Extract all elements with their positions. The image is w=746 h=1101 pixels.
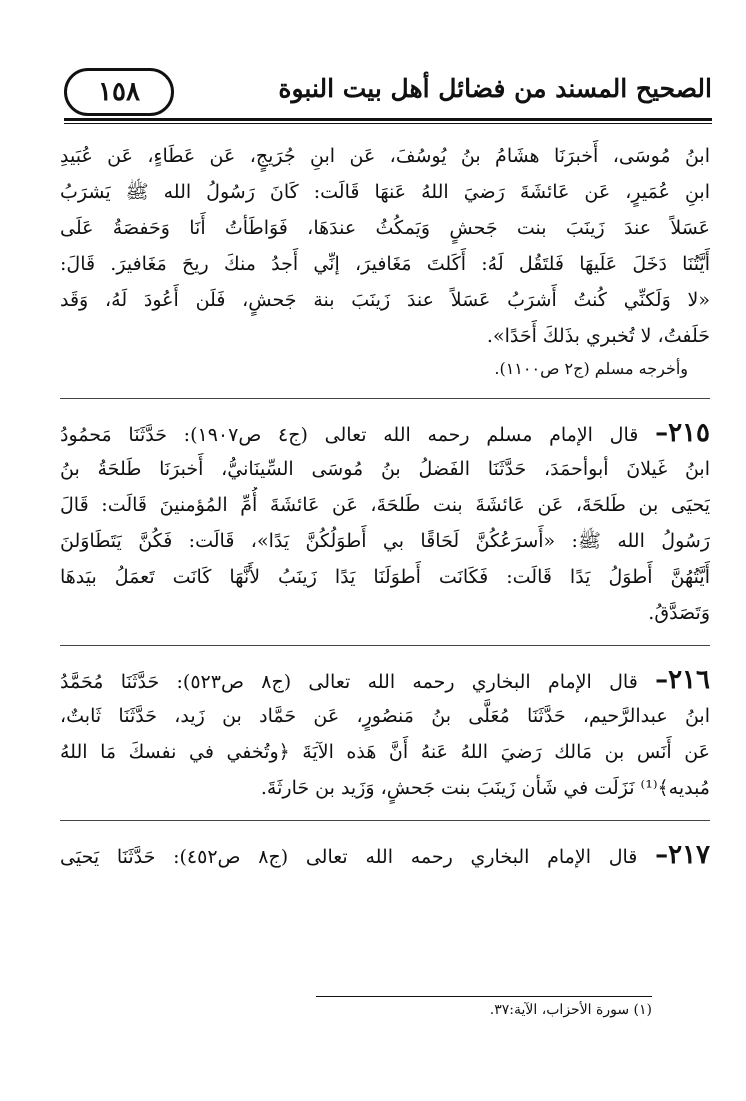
- hadith-number: ٢١٥–: [655, 418, 710, 448]
- hadith-continued: [60, 138, 710, 384]
- hadith-number: ٢١٦–: [655, 665, 710, 695]
- text-line: «لا وَلَكنِّي كُنتُ أَشرَبُ عَسَلاً عندَ زَينَبَ بنة جَحشٍ، فَلَن أَعُودَ لَهُ، وَقَد: [60, 289, 710, 311]
- hadith-first-line: [60, 415, 710, 451]
- text-line: عَسَلاً عندَ زَينَبَ بنت جَحشٍ وَيَمكُثُ عندَهَا، فَوَاطَأتُ أَنَا وَحَفصَةُ عَلَى: [60, 217, 710, 239]
- section-divider: [60, 398, 710, 399]
- text-line: قال الإمام البخاري رحمه الله تعالى (ج٨ ص٥٢٣): حَدَّثَنَا مُحَمَّدُ: [60, 671, 638, 693]
- text-line: رَسُولُ الله ﷺ: «أَسرَعُكُنَّ لَحَاقًا بي أَطوَلُكُنَّ يَدًا»، قَالَت: فَكُنَّ يَتَطَاوَلنَ: [60, 530, 710, 552]
- page-header: [64, 68, 712, 126]
- text-line: ابنُ مُوسَى، أَخبرَنَا هشَامُ بنُ يُوسُفَ، عَن ابنِ جُرَيجٍ، عَن عَطَاءٍ، عَن عُبَيدِ: [60, 145, 710, 167]
- page-number: ١٥٨: [64, 68, 174, 116]
- header-rule: [64, 118, 712, 121]
- text-line: ابنُ عبدالرَّحيم، حَدَّثَنَا مُعَلَّى بنُ مَنصُورٍ، عَن حَمَّاد بن زَيد، حَدَّثَنَا ثَابتٌ،: [60, 705, 710, 727]
- footnote-rule: [316, 996, 652, 997]
- hadith-first-line: [60, 837, 710, 873]
- section-divider: [60, 645, 710, 646]
- text-line: يَحيَى بن طَلحَةَ، عَن عَائشَةَ بنت طَلحَةَ، عَن عَائشَةَ أُمِّ المُؤمنينَ قَالَت: قَالَ: [60, 494, 710, 516]
- hadith-215: [60, 415, 710, 631]
- text-line: قال الإمام البخاري رحمه الله تعالى (ج٨ ص٤٥٢): حَدَّثَنَا يَحيَى: [60, 846, 638, 868]
- text-line: وَتَصَدَّقُ.: [648, 602, 710, 624]
- running-title: الصحيح المسند من فضائل أهل بيت النبوة: [278, 74, 712, 103]
- header-rule-thin: [64, 123, 712, 124]
- section-divider: [60, 820, 710, 821]
- hadith-216: [60, 662, 710, 806]
- page-body: [60, 138, 710, 873]
- text-line: عَن أَنَس بن مَالك رَضيَ اللهُ عَنهُ أَنَّ هَذه الآيَةَ ﴿وتُخفي في نفسكَ مَا اللهُ: [60, 741, 710, 763]
- source-citation: وأخرجه مسلم (ج٢ ص١١٠٠).: [494, 359, 688, 378]
- text-line: أَيَّتُنَا دَخَلَ عَلَيهَا فَلتَقُل لَهُ: أَكَلتَ مَغَافيرَ، إنِّي أَجدُ منكَ ريحَ مَغَافيرَ. قَالَ:: [60, 253, 710, 275]
- text-line: أَيَّتُهُنَّ أَطوَلُ يَدًا قَالَت: فَكَانَت أَطوَلَنَا يَدًا زَينَبُ لأَنَّهَا كَانَت تَعمَلُ بيَدهَا: [60, 566, 710, 588]
- text-line: حَلَفتُ، لا تُخبري بذَلكَ أَحَدًا».: [486, 325, 710, 347]
- footnote: (١) سورة الأحزاب، الآية:٣٧.: [489, 1002, 652, 1018]
- hadith-number: ٢١٧–: [655, 840, 710, 870]
- text-line: مُبديه﴾⁽¹⁾ نَزَلَت في شَأن زَينَبَ بنت جَحشٍ، وَزَيد بن حَارثَةَ.: [260, 777, 710, 799]
- text-line: قال الإمام مسلم رحمه الله تعالى (ج٤ ص١٩٠٧): حَدَّثَنَا مَحمُودُ: [60, 424, 639, 446]
- hadith-first-line: [60, 662, 710, 698]
- hadith-217: [60, 837, 710, 873]
- text-line: ابنُ غَيلانَ أبوأحمَدَ، حَدَّثَنَا الفَضلُ بنُ مُوسَى السِّينَانيُّ، أَخبرَنَا طَلحَةُ بنُ: [60, 458, 710, 480]
- text-line: ابنِ عُمَيرٍ، عَن عَائشَةَ رَضيَ اللهُ عَنهَا قَالَت: كَانَ رَسُولُ الله ﷺ يَشرَبُ: [60, 181, 710, 203]
